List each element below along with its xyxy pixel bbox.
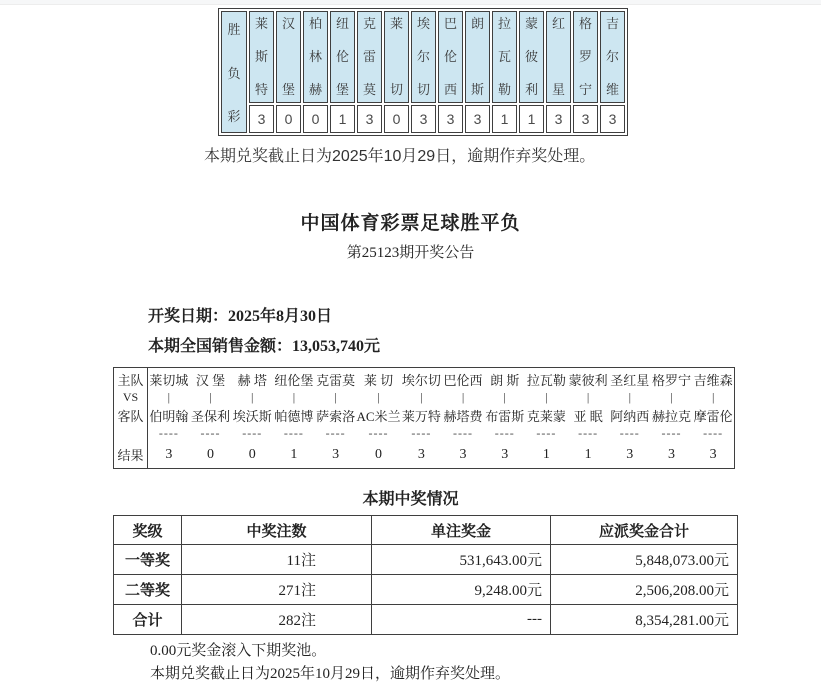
team-name-char: 拉 [497, 16, 511, 31]
prize-column-header: 应派奖金合计 [551, 516, 738, 545]
away-team: 亚 眠 [573, 408, 603, 424]
prize-level: 二等奖 [114, 575, 182, 605]
dash-placeholder: ---- [242, 426, 263, 440]
match-results-table [113, 367, 735, 469]
team-header-cell [303, 11, 328, 103]
vs-separator: | [503, 389, 506, 404]
match-result: 3 [667, 446, 675, 462]
team-header-cell [600, 11, 625, 103]
dash-placeholder: ---- [368, 426, 389, 440]
team-name-char: 吉 [605, 16, 619, 31]
vs-separator: | [628, 389, 631, 404]
home-team: 埃尔切 [401, 372, 441, 388]
team-header-cell [330, 11, 355, 103]
match-result: 1 [290, 446, 298, 462]
result-value-cell: 1 [519, 105, 544, 133]
team-name-char: 朗 [470, 16, 484, 31]
team-name-char: 柏 [308, 16, 322, 31]
away-team: AC米兰 [356, 408, 401, 424]
winning-bet-count: 11注 [182, 545, 372, 575]
team-name-char: 尔 [605, 49, 619, 64]
team-header-cell [384, 11, 409, 103]
total-prize-payout: 2,506,208.00元 [551, 575, 738, 605]
home-row-label: 主队 [117, 372, 144, 388]
result-row-label: 结果 [117, 448, 144, 463]
team-name-char: 切 [389, 82, 403, 97]
single-bet-prize: --- [372, 605, 551, 635]
team-name-char: 彼 [524, 49, 538, 64]
team-name-char: 斯 [254, 49, 268, 64]
dash-placeholder: ---- [703, 426, 724, 440]
away-team: 萨索洛 [316, 408, 356, 424]
team-header-cell [573, 11, 598, 103]
result-value-cell: 3 [411, 105, 436, 133]
away-team: 阿纳西 [610, 408, 650, 424]
vs-row-label: VS [122, 389, 139, 404]
team-header-cell [519, 11, 544, 103]
team-name-char: 伦 [335, 49, 349, 64]
team-name-char: 罗 [578, 49, 592, 64]
dash-placeholder: ---- [411, 426, 432, 440]
away-team: 埃沃斯 [232, 408, 272, 424]
away-team: 伯明翰 [149, 408, 189, 424]
match-result: 1 [584, 446, 592, 462]
result-value-cell: 1 [330, 105, 355, 133]
team-name-vertical [277, 12, 300, 102]
team-name-vertical [574, 12, 597, 102]
away-team: 摩雷伦 [693, 408, 733, 424]
away-row-label: 客队 [117, 408, 144, 424]
away-team: 布雷斯 [485, 408, 525, 424]
team-header-cell [492, 11, 517, 103]
team-header-cell [249, 11, 274, 103]
team-header-cell [438, 11, 463, 103]
result-value-cell: 3 [357, 105, 382, 133]
dash-placeholder: ---- [619, 426, 640, 440]
winning-bet-count: 271注 [182, 575, 372, 605]
prize-table-body [114, 545, 738, 635]
result-value-cell: 3 [249, 105, 274, 133]
vs-separator: | [420, 389, 423, 404]
match-result: 0 [207, 446, 215, 462]
away-team: 克莱蒙 [526, 408, 566, 424]
team-name-vertical [304, 12, 327, 102]
team-name-vertical [250, 12, 273, 102]
vs-separator: | [292, 389, 296, 404]
away-team: 赫塔费 [443, 408, 483, 424]
winning-bet-count: 282注 [182, 605, 372, 635]
win-table-header-row [221, 11, 625, 103]
issue-subtitle: 第25123期开奖公告 [346, 245, 475, 261]
vs-separator: | [377, 389, 380, 404]
team-name-char: 堡 [335, 82, 349, 97]
team-name-vertical [466, 12, 489, 102]
result-value-cell: 3 [465, 105, 490, 133]
match-result: 3 [501, 446, 509, 462]
prize-column-header: 单注奖金 [372, 516, 551, 545]
dash-placeholder: ---- [158, 426, 179, 440]
match-result: 3 [165, 446, 173, 462]
vs-separator: | [461, 389, 465, 404]
team-name-char [287, 50, 291, 64]
team-name-char: 伦 [443, 49, 457, 64]
prize-table-row [114, 545, 738, 575]
total-prize-payout: 5,848,073.00元 [551, 545, 738, 575]
away-team: 圣保利 [191, 408, 231, 424]
result-value-cell: 0 [384, 105, 409, 133]
win-table-results-row [221, 105, 625, 133]
page-top-strip [0, 0, 821, 5]
vs-separator: | [251, 389, 254, 404]
team-name-char: 赫 [308, 82, 322, 97]
team-name-char: 克 [362, 16, 376, 31]
total-prize-payout: 8,354,281.00元 [551, 605, 738, 635]
team-name-char: 堡 [281, 82, 295, 97]
dash-placeholder: ---- [536, 426, 557, 440]
corner-label-char: 胜 [227, 22, 241, 37]
vs-separator: | [334, 389, 337, 404]
team-header-cell [411, 11, 436, 103]
team-header-cell [276, 11, 301, 103]
team-name-char: 红 [551, 16, 565, 31]
home-team: 赫 塔 [237, 372, 267, 388]
team-name-vertical [358, 12, 381, 102]
team-name-char [395, 50, 399, 64]
team-header-cell [465, 11, 490, 103]
team-name-char: 特 [254, 82, 268, 97]
away-team: 帕德博 [274, 408, 314, 424]
result-value-cell: 0 [303, 105, 328, 133]
vs-separator: | [167, 389, 171, 404]
home-team: 拉瓦勒 [526, 372, 566, 388]
single-bet-prize: 9,248.00元 [372, 575, 551, 605]
vs-separator: | [209, 389, 212, 404]
dash-placeholder: ---- [453, 426, 474, 440]
prize-table-row [114, 605, 738, 635]
result-value-cell: 1 [492, 105, 517, 133]
team-name-char: 瓦 [497, 49, 511, 64]
result-value-cell: 3 [600, 105, 625, 133]
team-name-char: 维 [605, 82, 619, 97]
prize-column-header: 中奖注数 [182, 516, 372, 545]
home-team: 朗 斯 [490, 372, 520, 388]
team-name-char: 宁 [578, 82, 592, 97]
team-name-vertical [493, 12, 516, 102]
result-value-cell: 0 [276, 105, 301, 133]
team-name-vertical [439, 12, 462, 102]
team-name-char: 蒙 [524, 16, 538, 31]
match-result: 0 [374, 446, 382, 462]
team-name-vertical [601, 12, 624, 102]
draw-date-line: 开奖日期：2025年8月30日 [148, 308, 333, 325]
result-value-cell: 3 [546, 105, 571, 133]
vs-separator: | [670, 389, 673, 404]
match-grid [148, 368, 734, 468]
dash-placeholder: ---- [325, 426, 346, 440]
team-name-char: 尔 [416, 49, 430, 64]
home-team: 吉维森 [693, 372, 733, 388]
home-team: 莱 切 [363, 372, 394, 388]
team-name-char: 切 [416, 82, 430, 97]
top-deadline-notice: 本期兑奖截止日为2025年10月29日，逾期作弃奖处理。 [204, 148, 596, 165]
team-name-char: 利 [524, 82, 538, 97]
team-name-char: 巴 [443, 16, 457, 31]
team-name-char: 西 [443, 82, 457, 97]
winning-section-heading: 本期中奖情况 [362, 491, 459, 508]
away-team: 赫拉克 [651, 408, 691, 424]
home-team: 蒙彼利 [568, 372, 608, 388]
match-table-row-labels [114, 368, 148, 468]
team-name-vertical [331, 12, 354, 102]
team-name-char: 勒 [497, 82, 511, 97]
single-bet-prize: 531,643.00元 [372, 545, 551, 575]
team-header-cell [546, 11, 571, 103]
team-name-char: 林 [308, 49, 322, 64]
match-result: 3 [459, 446, 467, 462]
dash-placeholder: ---- [200, 426, 221, 440]
home-team: 汉 堡 [195, 372, 226, 388]
dash-placeholder: ---- [661, 426, 682, 440]
team-name-vertical [385, 12, 408, 102]
win-table-corner-cell [221, 11, 247, 133]
team-name-char: 埃 [416, 16, 430, 31]
vs-separator: | [711, 389, 715, 404]
win-lose-strip-table [218, 8, 628, 136]
match-result: 3 [709, 446, 717, 462]
team-name-char: 莫 [362, 82, 376, 97]
team-name-char: 星 [551, 82, 565, 97]
corner-label-char: 负 [227, 65, 241, 81]
team-name-char [557, 50, 561, 64]
corner-label-vertical [222, 12, 246, 132]
team-name-char: 汉 [281, 16, 295, 31]
match-result: 3 [417, 446, 425, 462]
prize-table-row [114, 575, 738, 605]
team-name-char: 格 [578, 16, 592, 31]
prize-level: 一等奖 [114, 545, 182, 575]
home-team: 巴伦西 [443, 372, 483, 388]
bottom-deadline-notice: 本期兑奖截止日为2025年10月29日，逾期作弃奖处理。 [150, 666, 511, 682]
sales-amount-line: 本期全国销售金额：13,053,740元 [148, 338, 381, 355]
match-result: 3 [626, 446, 634, 462]
team-name-vertical [520, 12, 543, 102]
prize-table-header-row [114, 516, 738, 545]
result-value-cell: 3 [438, 105, 463, 133]
match-result: 0 [248, 446, 256, 462]
team-name-char: 斯 [470, 82, 484, 97]
result-value-cell: 3 [573, 105, 598, 133]
team-name-char [476, 50, 480, 64]
home-team: 格罗宁 [651, 372, 691, 388]
dash-placeholder: ---- [283, 426, 304, 440]
team-name-vertical [412, 12, 435, 102]
home-team: 纽伦堡 [274, 372, 314, 388]
team-name-vertical [547, 12, 570, 102]
vs-separator: | [545, 389, 548, 404]
match-result: 3 [332, 446, 340, 462]
team-name-char: 莱 [254, 16, 268, 31]
away-team: 莱万特 [401, 408, 441, 424]
team-header-cell [357, 11, 382, 103]
home-team: 圣红星 [610, 372, 650, 388]
dash-placeholder: ---- [494, 426, 515, 440]
match-result: 1 [542, 446, 550, 462]
team-name-char: 莱 [389, 16, 403, 31]
dash-placeholder: ---- [578, 426, 599, 440]
team-name-char: 纽 [335, 16, 349, 31]
home-team: 克雷莫 [316, 372, 356, 388]
vs-separator: | [586, 389, 590, 404]
corner-label-char: 彩 [227, 109, 241, 124]
rollover-notice: 0.00元奖金滚入下期奖池。 [150, 643, 327, 659]
prize-level: 合计 [114, 605, 182, 635]
prize-column-header: 奖级 [114, 516, 182, 545]
team-name-char: 雷 [362, 49, 376, 64]
page-title: 中国体育彩票足球胜平负 [300, 213, 521, 234]
prize-table [113, 515, 738, 635]
home-team: 莱切城 [149, 372, 189, 388]
